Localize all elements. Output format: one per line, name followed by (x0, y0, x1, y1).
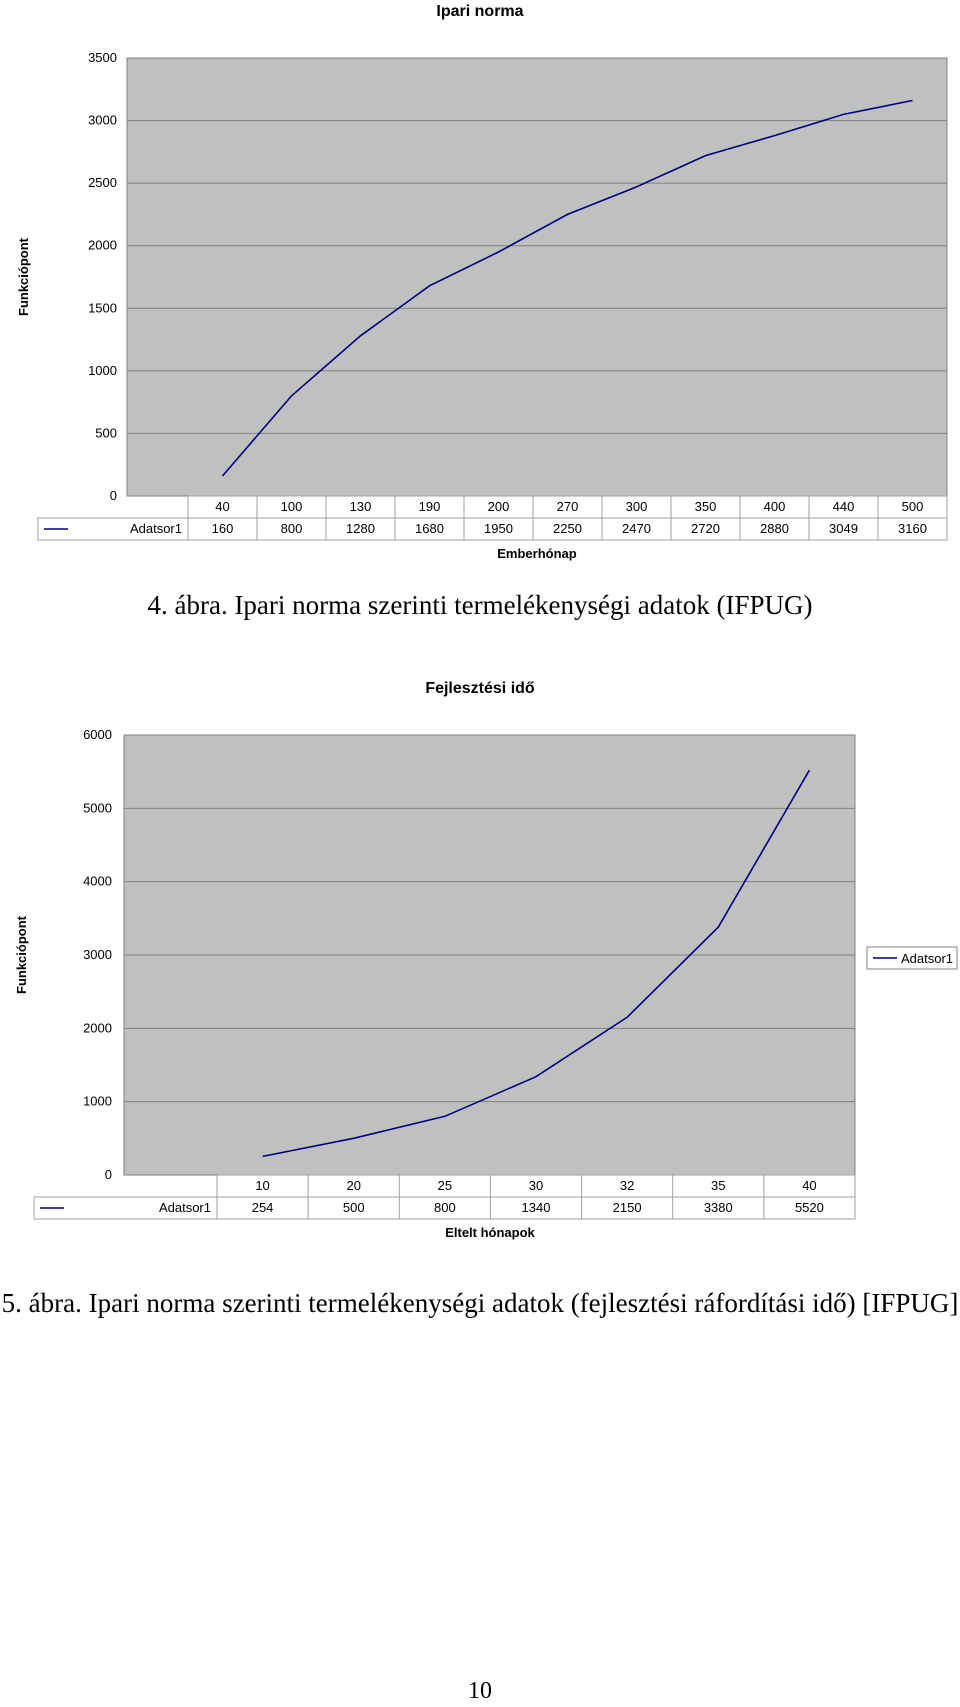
x-category-label: 130 (349, 498, 372, 514)
x-category-label: 350 (694, 498, 717, 514)
data-value-label: 254 (251, 1199, 274, 1215)
data-value-label: 160 (211, 520, 234, 536)
x-category-label: 10 (255, 1177, 270, 1193)
table-series-name: Adatsor1 (129, 520, 182, 536)
data-value-label: 2720 (691, 520, 720, 536)
data-value-label: 2250 (553, 520, 582, 536)
data-value-label: 500 (342, 1199, 365, 1215)
x-category-label: 20 (346, 1177, 361, 1193)
data-value-label: 3049 (829, 520, 858, 536)
y-axis-label: Funkciópont (16, 238, 31, 316)
y-axis-label: Funkciópont (14, 916, 29, 994)
x-category-label: 440 (832, 498, 855, 514)
y-tick-label: 0 (109, 488, 117, 503)
y-tick-label: 6000 (83, 727, 112, 742)
y-tick-label: 1000 (83, 1093, 112, 1109)
plot-area (127, 58, 947, 496)
y-tick-label: 1500 (88, 300, 117, 316)
x-category-label: 32 (619, 1177, 635, 1193)
data-value-label: 1280 (346, 520, 375, 536)
x-category-label: 300 (625, 498, 648, 514)
y-tick-label: 3000 (88, 112, 117, 128)
data-value-label: 2470 (622, 520, 651, 536)
y-tick-label: 1000 (88, 362, 117, 378)
data-value-label: 800 (280, 520, 303, 536)
data-value-label: 2880 (760, 520, 789, 536)
chart-title: Fejlesztési idő (425, 680, 535, 697)
x-category-label: 35 (711, 1177, 726, 1193)
figure-5-caption: 5. ábra. Ipari norma szerinti termelékenységi adatok (fejlesztési ráfordítási idő) [IFPUG] (1, 1288, 959, 1318)
x-category-label: 270 (556, 498, 579, 514)
y-tick-label: 0 (104, 1167, 112, 1182)
y-tick-label: 4000 (83, 873, 112, 889)
table-series-name: Adatsor1 (158, 1199, 211, 1215)
x-category-label: 500 (901, 498, 924, 514)
x-category-label: 200 (487, 498, 510, 514)
x-category-label: 25 (437, 1177, 453, 1193)
data-value-label: 1680 (415, 520, 444, 536)
y-tick-label: 2500 (88, 175, 117, 191)
data-value-label: 800 (434, 1199, 456, 1215)
chart-title: Ipari norma (436, 3, 524, 20)
x-category-label: 40 (215, 498, 230, 514)
data-value-label: 2150 (612, 1199, 642, 1215)
page-number: 10 (468, 1678, 492, 1704)
y-tick-label: 3500 (88, 50, 117, 65)
x-category-label: 400 (763, 498, 786, 514)
x-category-label: 100 (280, 498, 303, 514)
x-axis-label: Emberhónap (497, 546, 577, 561)
x-category-label: 30 (528, 1177, 544, 1193)
data-value-label: 3380 (703, 1199, 733, 1215)
data-value-label: 1340 (521, 1199, 551, 1215)
data-value-label: 1950 (484, 520, 513, 536)
figure-4-caption: 4. ábra. Ipari norma szerinti termelékenységi adatok (IFPUG) (147, 590, 813, 620)
y-tick-label: 500 (95, 425, 117, 441)
data-value-label: 3160 (898, 520, 927, 536)
x-category-label: 40 (802, 1177, 817, 1193)
fejlesztesi-ido-chart (0, 660, 960, 1240)
x-axis-label: Eltelt hónapok (445, 1225, 535, 1240)
legend-label: Adatsor1 (901, 951, 954, 966)
y-tick-label: 2000 (83, 1020, 112, 1036)
y-tick-label: 5000 (83, 800, 112, 816)
x-category-label: 190 (418, 498, 441, 514)
ipari-norma-chart (0, 0, 960, 570)
y-tick-label: 2000 (88, 237, 117, 253)
y-tick-label: 3000 (83, 947, 112, 962)
data-value-label: 5520 (794, 1199, 824, 1215)
